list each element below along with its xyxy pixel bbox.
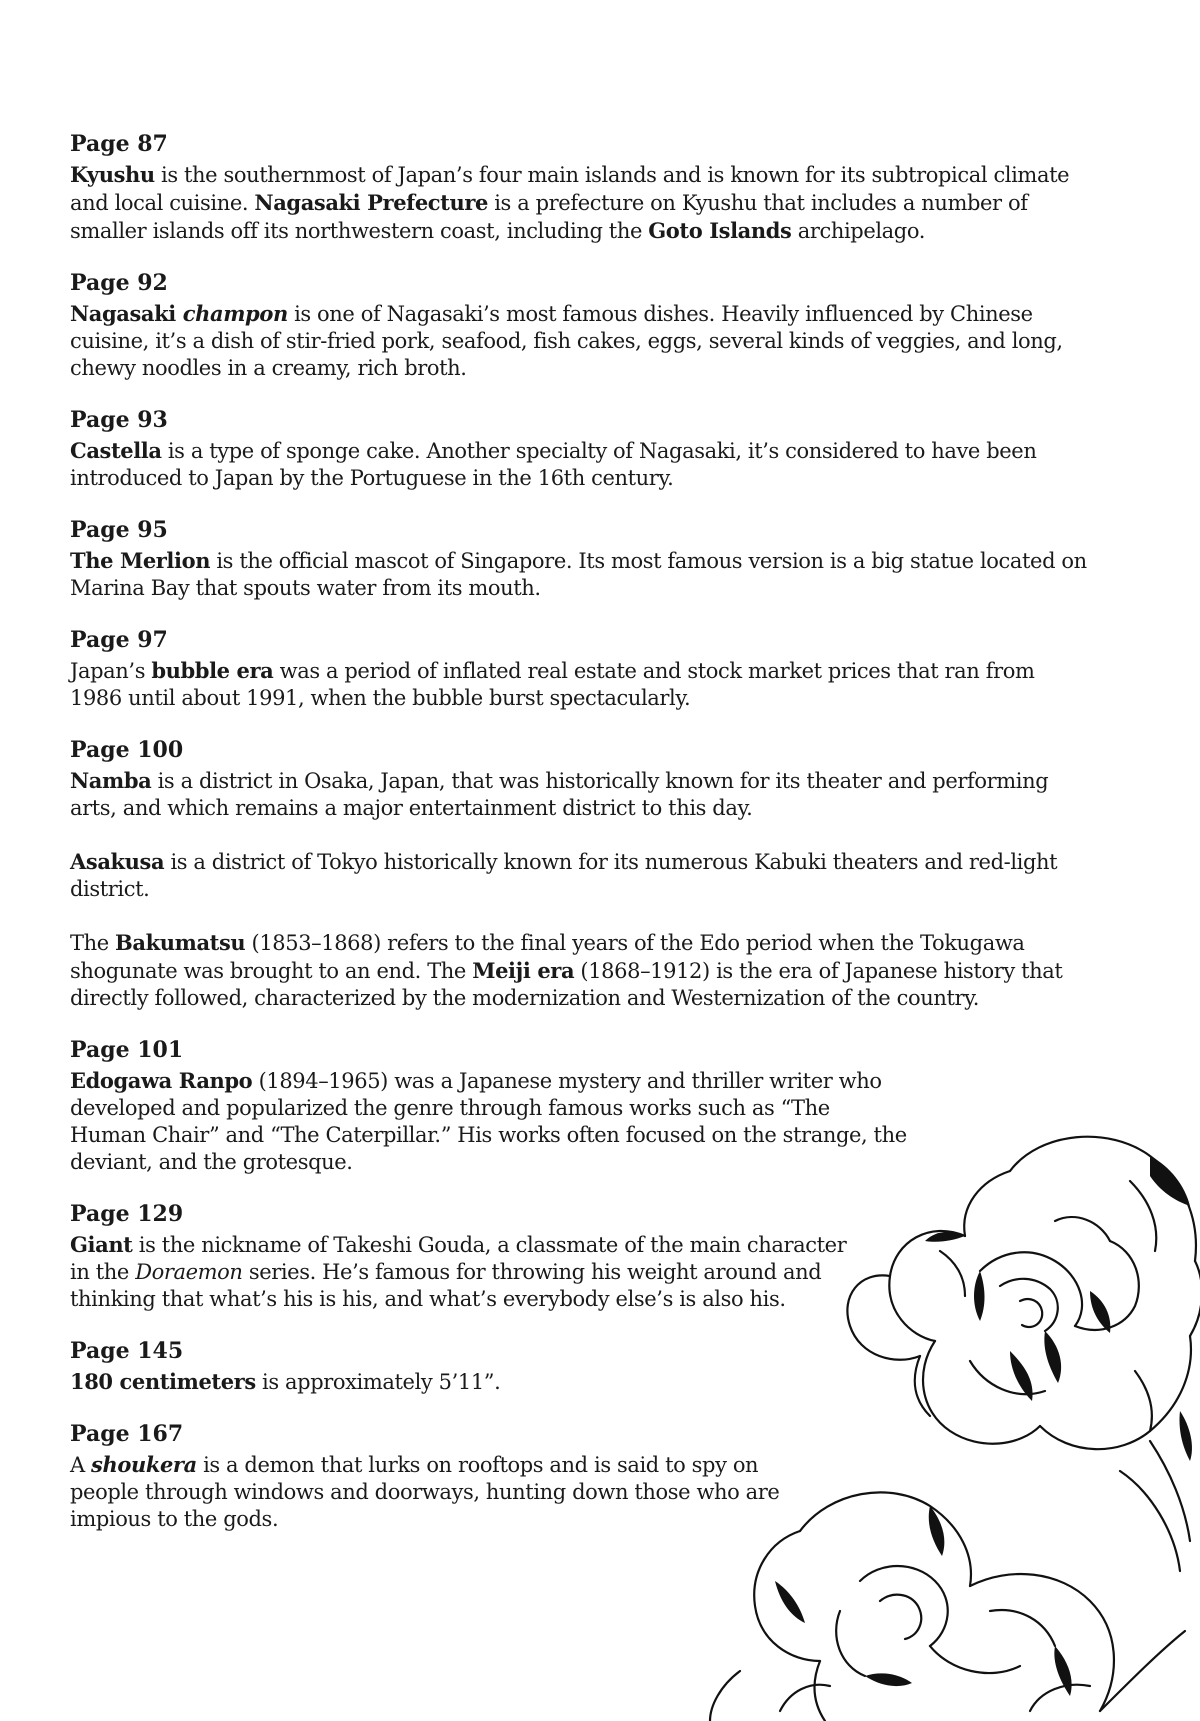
text-run: Nagasaki Prefecture xyxy=(254,190,488,215)
text-run: Doraemon xyxy=(135,1260,243,1284)
note-heading: Page 145 xyxy=(70,1338,184,1364)
text-run: Meiji era xyxy=(472,958,575,983)
note-text xyxy=(70,848,1090,903)
text-run: is a district in Osaka, Japan, that was historically known for its theater and performing arts, and which remains a major entertainment district to this day. xyxy=(70,769,1049,820)
text-run: Edogawa Ranpo xyxy=(70,1068,253,1093)
text-run: Kyushu xyxy=(70,162,155,187)
text-run: The xyxy=(70,931,116,955)
note-page-93 xyxy=(70,406,1090,492)
note-text xyxy=(70,929,1090,1012)
text-run: series. He’s famous for throwing his weight around and thinking that what’s his is his, and what’s everybody else’s is also his. xyxy=(70,1260,822,1311)
peony-flowers-illustration-icon xyxy=(680,1111,1200,1721)
note-page-97 xyxy=(70,626,1090,712)
note-heading: Page 92 xyxy=(70,270,168,296)
note-page-95 xyxy=(70,516,1090,602)
text-run: is a demon that lurks on rooftops and is said to spy on people through windows and doorways, hunting down those who are impious to the gods. xyxy=(70,1453,780,1531)
text-run: (1853–1868) refers to the final years of the Edo period when the Tokugawa shogunate was brought to an end. The xyxy=(70,931,1025,983)
text-run: (1894–1965) was a Japanese mystery and thriller writer who developed and popularized the genre through famous works such as “The Human Chair” and “The Caterpillar.” His works often focused on the strange, the deviant, and the grotesque. xyxy=(70,1069,907,1174)
text-run: is the official mascot of Singapore. Its most famous version is a big statue located on Marina Bay that spouts water from its mouth. xyxy=(70,549,1087,600)
text-run: is a prefecture on Kyushu that includes a number of smaller islands off its northwestern coast, including the xyxy=(70,191,1028,243)
text-run: is a type of sponge cake. Another specialty of Nagasaki, it’s considered to have been introduced to Japan by the Portuguese in the 16th century. xyxy=(70,439,1037,490)
note-text xyxy=(70,161,1090,245)
text-run: is one of Nagasaki’s most famous dishes. Heavily influenced by Chinese cuisine, it’s a dish of stir-fried pork, seafood, fish cakes, eggs, several kinds of veggies, and long, chewy noodles in a creamy, rich broth. xyxy=(70,302,1063,380)
note-heading: Page 100 xyxy=(70,737,184,763)
text-run: The Merlion xyxy=(70,548,211,573)
text-run: is the southernmost of Japan’s four main islands and is known for its subtropical climate and local cuisine. xyxy=(70,163,1070,215)
note-heading: Page 87 xyxy=(70,131,168,157)
note-heading: Page 95 xyxy=(70,517,168,543)
text-run: archipelago. xyxy=(791,219,925,243)
note-page-92 xyxy=(70,269,1090,382)
text-run: bubble era xyxy=(151,658,274,683)
note-text xyxy=(70,300,1090,382)
note-text xyxy=(70,767,1090,822)
text-run: Bakumatsu xyxy=(115,930,246,955)
note-page-87 xyxy=(70,130,1090,245)
text-run: Giant xyxy=(70,1232,133,1257)
text-run: Asakusa xyxy=(70,849,165,874)
text-run: shoukera xyxy=(91,1452,197,1477)
text-run: was a period of inflated real estate and stock market prices that ran from 1986 until about 1991, when the bubble burst spectacularly. xyxy=(70,659,1035,710)
text-run: (1868–1912) is the era of Japanese history that directly followed, characterized by the modernization and Westernization of the country. xyxy=(70,959,1063,1010)
text-run: A xyxy=(70,1453,92,1477)
note-page-100 xyxy=(70,736,1090,1012)
note-heading: Page 167 xyxy=(70,1421,184,1447)
text-run: is approximately 5’11”. xyxy=(255,1370,501,1394)
note-text xyxy=(70,547,1090,602)
note-heading: Page 101 xyxy=(70,1037,184,1063)
text-run: 180 centimeters xyxy=(70,1369,256,1394)
text-run: is a district of Tokyo historically known for its numerous Kabuki theaters and red-light district. xyxy=(70,850,1058,901)
note-text xyxy=(70,437,1090,492)
text-run: Japan’s xyxy=(70,659,152,683)
note-text xyxy=(70,657,1090,712)
note-heading: Page 93 xyxy=(70,407,168,433)
text-run: champon xyxy=(182,301,288,326)
text-run: is the nickname of Takeshi Gouda, a classmate of the main character in the xyxy=(70,1233,847,1284)
note-heading: Page 129 xyxy=(70,1201,184,1227)
text-run: Namba xyxy=(70,768,152,793)
note-heading: Page 97 xyxy=(70,627,168,653)
text-run: Goto Islands xyxy=(648,218,792,243)
text-run: Nagasaki xyxy=(70,301,183,326)
text-run: Castella xyxy=(70,438,162,463)
